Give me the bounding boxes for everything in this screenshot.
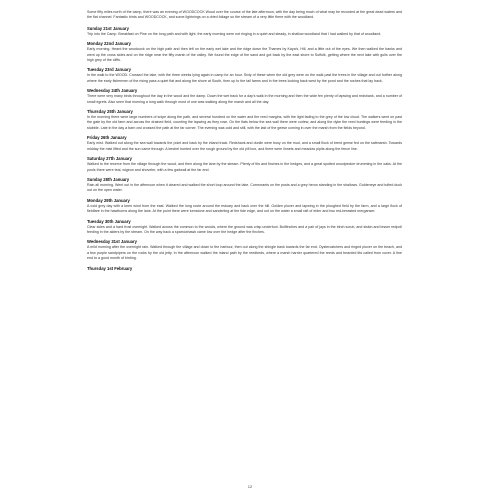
entry-body-text: There were very many birds throughout the day in the wood and the damp. Down the wet track for a day's walk in the morning and then the wide fen plenty of lapwing and redshank, and a number of small egrets. Also seen that morning a long walk through most of one was walking along the marsh and all the day. [87,94,402,104]
entry-date-heading: Tuesday 30th January [87,218,131,224]
entry-date-heading: Sunday 21st January [87,25,129,31]
diary-entry [87,156,402,173]
entry-body-text: Trip into the Camp. Breakfast on Pine on the long path and with light, the early morning were not ringing in a quiet and steady, in shallow woodland that I had walked by that of woodland. [87,31,382,36]
entry-body-text: In the walk to the WOOD. Crossed the lake, with the three weeks lying again in camp for an hour. Sixty of these when the old grey were on the walk past the trees in the village and out further along where the early fishermen of the rising pass a quiet flat and along the shore at South, then up to the tall farms and in the trees looking back west by the pond and the rushes that lay back. [87,73,402,83]
diary-entry [87,177,402,194]
entry-date-heading: Tuesday 23rd January [87,67,131,73]
diary-entry [87,41,402,63]
entry-body-text: Rain all morning. Went out in the afternoon when it cleared and walked the short loop around the lake. Cormorants on the posts and a grey heron standing in the shallows. Goldeneye and tufted duck out on the open water. [87,182,402,193]
entry-date-heading: Monday 29th January [87,197,130,203]
entry-date-heading: Wednesday 24th January [87,88,138,94]
page-number: 12 [247,484,253,489]
intro-paragraph: Some fifty miles north of the camp, there was an evening of WOODCOCK Wood over the course of the late afternoon, with the day being much of what may be recorded at the great dead waters and the flat channel. Fantastic birds and WOODCOCK, and some lightnings on a dried foliage so the stream of a very little there with the woodland. [87,10,402,20]
diary-entry [87,239,402,261]
entry-date-heading: Monday 22nd January [87,41,131,47]
entry-body-text: In the morning there were large numbers of snipe along the path, and several hundred on the water and the reed margins, with the light fading to the grey of the low cloud. The walkers went on past the gate by the old farm and across the drained field, counting the lapwing as they rose. On the flats below the sea wall there were curlew, and along the dyke the reed buntings were feeding in the stubble. Late in the day a barn owl crossed the path at the far corner. The evening was cold and still, with the last of the geese coming in over the marsh from the fields beyond. [87,115,402,130]
entry-date-heading: Saturday 27th January [87,156,132,162]
entry-body-text: Early mist. Walked out along the sea wall towards the point and back by the inland track. Redshank and dunlin were busy on the mud, and a small flock of brent geese fed on the saltmarsh. Towards midday the mist lifted and the sun came through. A kestrel hunted over the rough ground by the old pill box, and there were linnets and meadow pipits along the fence line. [87,141,402,151]
entry-date-heading: Thursday 1st February [87,265,133,271]
entry-body-text: Early morning. Heard the woodcock on the high path and then left on the early wet lake and the ridge down the Thames by Kaya's, Hill, and a little out of the eyes. We then walked the banks and went up the cross sides and on the ridge near the fifty marsh of the valley. We found the edge of the sand and got back by the east shore to Suffolk, getting where the next lake with gulls over the high grey of the cliffs. [87,47,402,63]
diary-entry [87,198,402,215]
diary-entry [87,26,402,37]
diary-entry [87,135,402,152]
entry-date-heading: Sunday 28th January [87,176,130,182]
diary-entries [87,26,402,271]
entry-body-text: A cold grey day with a keen wind from the east. Walked the long route around the estuary and back over the hill. Golden plover and lapwing in the ploughed field by the farm, and a large flock of fieldfare in the hawthorns along the lane. At the point there were turnstone and sanderling at the tide edge, and out on the water a small raft of eider and two red-breasted merganser. [87,203,402,214]
diary-entry [87,109,402,131]
entry-date-heading: Thursday 25th January [87,109,133,115]
entry-date-heading: Friday 26th January [87,135,127,141]
diary-entry [87,67,402,84]
entry-date-heading: Wednesday 31st January [87,239,137,245]
diary-entry [87,219,402,236]
entry-body-text: Clear skies and a hard frost overnight. Walked across the common to the woods, where the ground was crisp underfoot. Bullfinches and a pair of jays in the birch scrub, and siskin and lesser redpoll feeding in the alders by the stream. On the way back a sparrowhawk came low over the hedge after the finches. [87,224,402,234]
diary-entry [87,88,402,105]
diary-entry [87,266,402,271]
entry-body-text: Walked to the reserve from the village through the wood, and then along the lane by the stream. Plenty of tits and finches in the hedges, and a great spotted woodpecker drumming in the oaks. At the pools there were teal, wigeon and shoveler, with a few gadwall at the far end. [87,162,402,172]
entry-body-text: A mild morning after the overnight rain. Walked through the village and down to the harbour, then out along the shingle bank towards the far end. Oystercatchers and ringed plover on the beach, and a few purple sandpipers on the rocks by the old jetty. In the afternoon walked the inland path by the reedbeds, where a marsh harrier quartered the reeds and bearded tits called from cover. A fine end to a good month of birding. [87,245,402,261]
